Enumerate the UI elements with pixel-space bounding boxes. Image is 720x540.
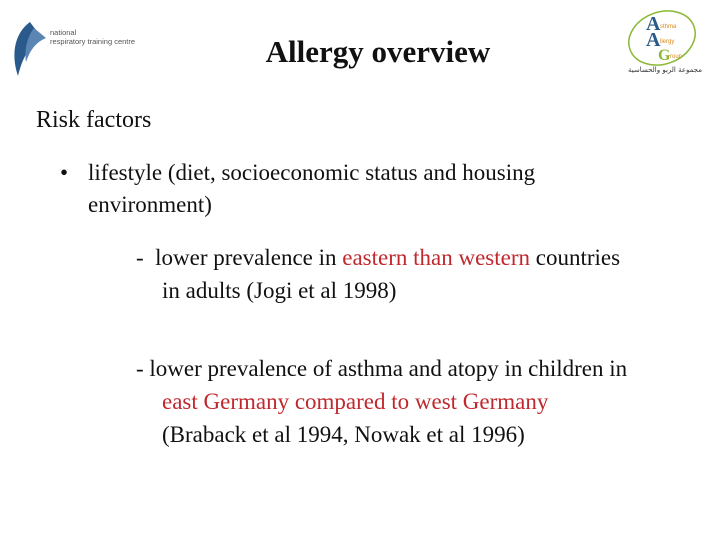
aag-word-1: sthma	[660, 24, 677, 30]
section-heading: Risk factors	[36, 107, 152, 133]
aag-letter-g: G	[658, 47, 671, 64]
bullet-marker: •	[60, 160, 69, 185]
bullet-line-2: environment)	[88, 192, 212, 217]
bullet-lifestyle	[60, 157, 660, 221]
org-line-1: national	[50, 28, 77, 37]
bullet-line-1: lifestyle (diet, socioeconomic status and housing	[88, 160, 536, 185]
point2-line-3: (Braback et al 1994, Nowak et al 1996)	[162, 422, 525, 447]
point2-line-1: - lower prevalence of asthma and atopy in children in	[136, 356, 628, 381]
aag-arabic-name: مجموعة الربو والحساسية	[628, 66, 702, 74]
point1-highlight: eastern than western	[342, 245, 531, 270]
aag-word-3: roup	[670, 54, 683, 60]
aag-letter-a1: A	[646, 13, 661, 35]
aag-word-2: llergy	[660, 39, 675, 45]
aag-letter-a2: A	[646, 29, 661, 51]
slide-title: Allergy overview	[265, 34, 491, 69]
point1-prefix: - lower prevalence in	[136, 245, 343, 270]
point1-suffix: countries	[530, 245, 621, 270]
point1-line-2: in adults (Jogi et al 1998)	[162, 278, 397, 303]
point-eastern-western	[136, 241, 720, 307]
point1-line-1	[136, 241, 720, 274]
org-line-2: respiratory training centre	[50, 36, 136, 46]
point2-highlight: east Germany compared to west Germany	[162, 389, 549, 414]
point-germany	[136, 352, 720, 451]
